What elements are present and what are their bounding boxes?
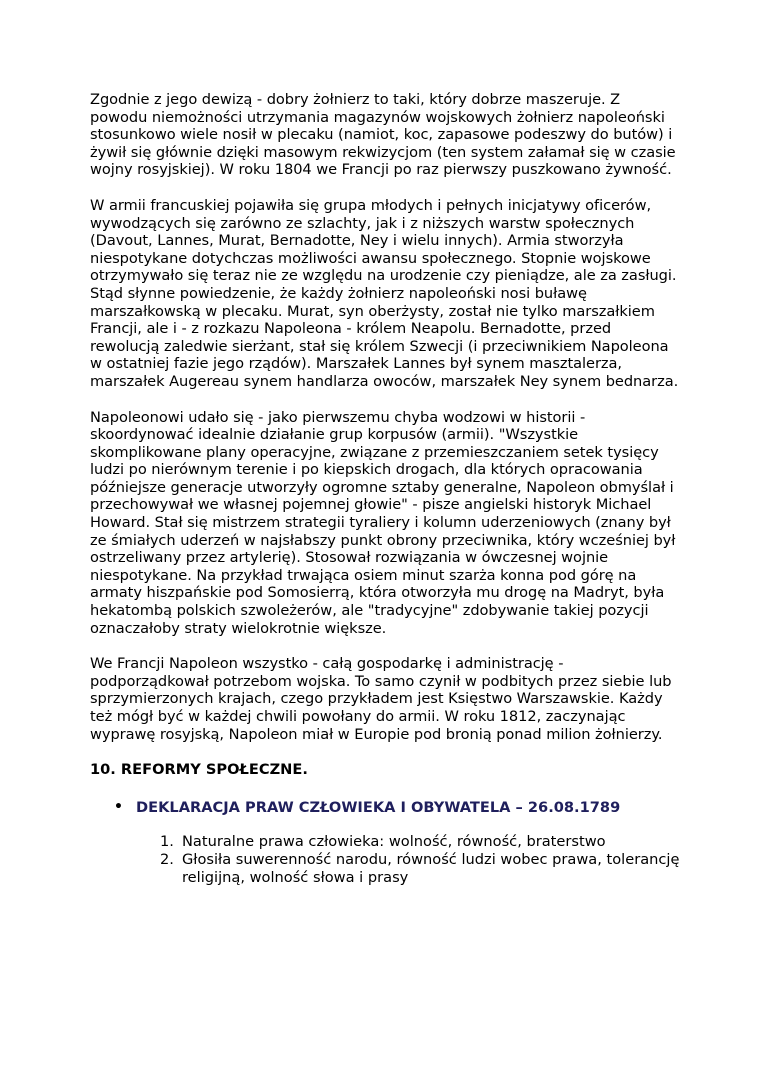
paragraph-officers: W armii francuskiej pojawiła się grupa młodych i pełnych inicjatywy oficerów, wywodzących się zarówno ze szlachty, jak i z niższych warstw społecznych (Davout, Lannes, Murat, Bernadotte, Ney i wielu innych). Armia stworzyła niespotykane dotychczas możliwości awansu społecznego. Stopnie wojskowe otrzymywało się teraz nie ze względu na urodzenie czy pieniądze, ale za zasługi. Stąd słynne powiedzenie, że każdy żołnierz napoleoński nosi buławę marszałkowską w plecaku. Murat, syn oberżysty, został nie tylko marszałkiem Francji, ale i - z rozkazu Napoleona - królem Neapolu. Bernadotte, przed rewolucją zaledwie sierżant, stał się królem Szwecji (i przeciwnikiem Napoleona w ostatniej fazie jego rządów). Marszałek Lannes był synem masztalerza, marszałek Augereau synem handlarza owoców, marszałek Ney synem bednarza. [90,196,679,390]
bullet-heading-text: DEKLARACJA PRAW CZŁOWIEKA I OBYWATELA – 26.08.1789 [136,798,621,816]
section-heading: 10. REFORMY SPOŁECZNE. [90,761,308,779]
bullet-heading [90,799,680,817]
list-item [90,833,680,851]
paragraph-march-doctrine: Zgodnie z jego dewizą - dobry żołnierz to taki, który dobrze maszeruje. Z powodu niemożności utrzymania magazynów wojskowych żołnierz napoleoński stosunkowo wiele nosił w plecaku (namiot, koc, zapasowe podeszwy do butów) i żywił się głównie dzięki masowym rekwizycjom (ten system załamał się w czasie wojny rosyjskiej). W roku 1804 we Francji po raz pierwszy puszkowano żywność. [90,91,676,179]
paragraph-strategy: Napoleonowi udało się - jako pierwszemu chyba wodzowi w historii - skoordynować idealnie działanie grup korpusów (armii). "Wszystkie skomplikowane plany operacyjne, związane z przemieszczaniem setek tysięcy ludzi po nierównym terenie i po kiepskich drogach, dla których opracowania późniejsze generacje utworzyły ogromne sztaby generalne, Napoleon obmyślał i przechowywał we własnej pojemnej głowie" - pisze angielski historyk Michael Howard. Stał się mistrzem strategii tyraliery i kolumn uderzeniowych (znany był ze śmiałych uderzeń w najsłabszy punkt obrony przeciwnika, który wcześniej był ostrzeliwany przez artylerię). Stosował rozwiązania w ówczesnej wojnie niespotykane. Na przykład trwająca osiem minut szarża konna pod górę na armaty hiszpańskie pod Somosierrą, która otworzyła mu drogę na Madryt, była hekatombą polskich szwoleżerów, ale "tradycyjne" zdobywanie takiej pozycji oznaczałoby straty wielokrotnie większe. [90,408,676,637]
bullet-icon: • [114,798,123,815]
paragraph-economy: We Francji Napoleon wszystko - całą gospodarkę i administrację - podporządkował potrzebom wojska. To samo czynił w podbitych przez siebie lub sprzymierzonych krajach, czego przykładem jest Księstwo Warszawskie. Każdy też mógł być w każdej chwili powołany do armii. W roku 1812, zaczynając wyprawę rosyjską, Napoleon miał w Europie pod bronią ponad milion żołnierzy. [90,655,672,743]
numbered-list [90,833,680,886]
list-item-number: 2. [160,850,174,868]
document-page [90,91,680,886]
list-item-text: Głosiła suwerenność narodu, równość ludzi wobec prawa, tolerancję religijną, wolność słowa i prasy [182,850,680,886]
list-item [90,851,680,886]
list-item-text: Naturalne prawa człowieka: wolność, równość, braterstwo [182,833,606,851]
list-item-number: 1. [160,833,174,851]
